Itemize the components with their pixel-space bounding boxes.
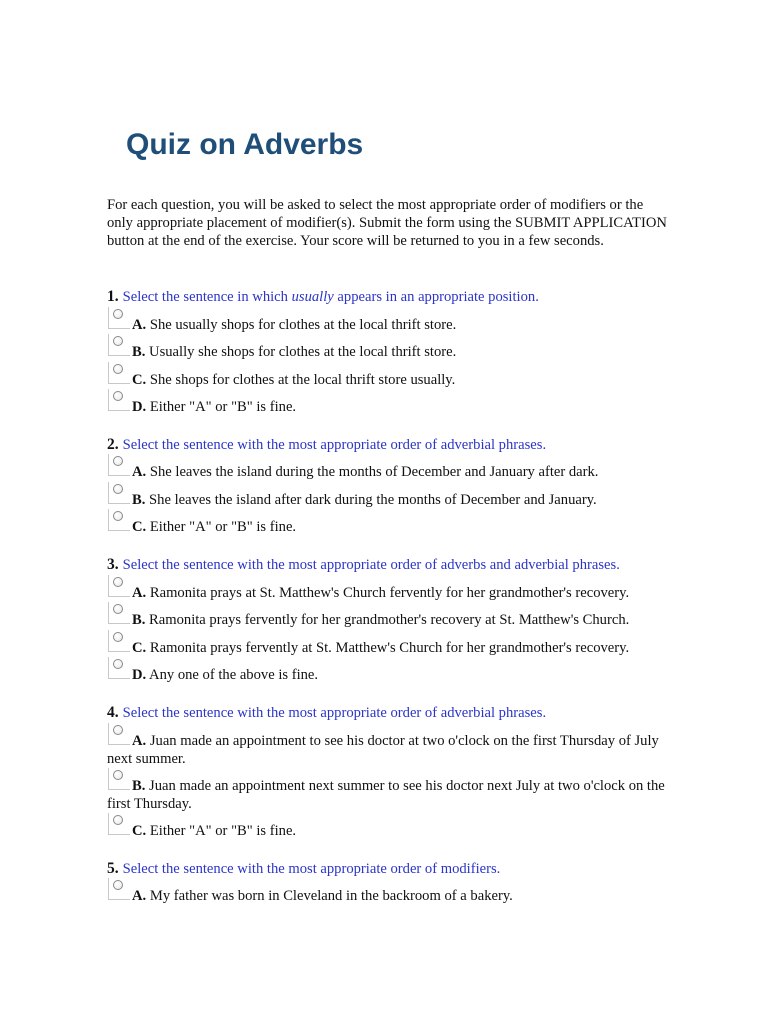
question-prompt-text-end: appears in an appropriate position. (333, 289, 539, 305)
question-2-heading (107, 436, 667, 454)
question-1 (107, 288, 667, 416)
option-1d[interactable] (107, 398, 667, 416)
question-5 (107, 860, 667, 905)
option-letter: B. (132, 778, 146, 794)
option-3b[interactable] (107, 611, 667, 629)
option-text: Usually she shops for clothes at the local thrift store. (145, 344, 457, 360)
radio-button[interactable] (108, 334, 130, 356)
option-letter: C. (132, 823, 147, 839)
radio-button[interactable] (108, 630, 130, 652)
option-text: Any one of the above is fine. (146, 667, 319, 683)
question-4 (107, 704, 667, 840)
option-2a[interactable] (107, 463, 667, 481)
question-prompt-text: Select the sentence in which (122, 289, 292, 305)
radio-button[interactable] (108, 389, 130, 411)
option-text: She leaves the island after dark during the months of December and January. (145, 492, 597, 508)
question-number: 3. (107, 556, 119, 573)
option-2c[interactable] (107, 518, 667, 536)
option-text: Juan made an appointment to see his doctor at two o'clock on the first Thursday of July next summer. (107, 733, 659, 767)
option-text: She shops for clothes at the local thrift store usually. (146, 372, 456, 388)
option-4b[interactable] (107, 777, 667, 813)
question-3 (107, 556, 667, 684)
option-4a[interactable] (107, 732, 667, 768)
option-text: Either "A" or "B" is fine. (146, 823, 297, 839)
option-text: She usually shops for clothes at the local thrift store. (146, 317, 457, 333)
radio-button[interactable] (108, 307, 130, 329)
option-letter: B. (132, 344, 146, 360)
option-text: Ramonita prays fervently at St. Matthew's Church for her grandmother's recovery. (146, 640, 630, 656)
question-number: 1. (107, 288, 119, 305)
radio-button[interactable] (108, 878, 130, 900)
option-letter: A. (132, 464, 147, 480)
option-letter: A. (132, 888, 147, 904)
radio-button[interactable] (108, 657, 130, 679)
option-letter: D. (132, 667, 147, 683)
question-number: 4. (107, 704, 119, 721)
option-text: Juan made an appointment next summer to see his doctor next July at two o'clock on the first Thursday. (107, 778, 665, 812)
option-letter: C. (132, 640, 147, 656)
option-3d[interactable] (107, 666, 667, 684)
instructions-paragraph: For each question, you will be asked to select the most appropriate order of modifiers or the only appropriate placement of modifier(s). Submit the form using the SUBMIT APPLICATION button at the end of the exercise. Your score will be returned to you in a few seconds. (107, 197, 667, 249)
question-prompt: Select the sentence with the most appropriate order of adverbial phrases. (122, 437, 547, 453)
question-2 (107, 436, 667, 536)
radio-button[interactable] (108, 362, 130, 384)
radio-button[interactable] (108, 509, 130, 531)
radio-button[interactable] (108, 454, 130, 476)
option-3c[interactable] (107, 639, 667, 657)
option-text: Either "A" or "B" is fine. (146, 399, 297, 415)
option-1a[interactable] (107, 316, 667, 334)
question-number: 2. (107, 436, 119, 453)
option-letter: D. (132, 399, 147, 415)
radio-button[interactable] (108, 482, 130, 504)
option-1c[interactable] (107, 371, 667, 389)
radio-button[interactable] (108, 575, 130, 597)
option-letter: A. (132, 317, 147, 333)
question-5-heading (107, 860, 667, 878)
radio-button[interactable] (108, 813, 130, 835)
question-number: 5. (107, 860, 119, 877)
option-text: Either "A" or "B" is fine. (146, 519, 297, 535)
option-5a[interactable] (107, 887, 667, 905)
page-title: Quiz on Adverbs (126, 128, 364, 161)
option-4c[interactable] (107, 822, 667, 840)
option-text: Ramonita prays fervently for her grandmother's recovery at St. Matthew's Church. (145, 612, 630, 628)
question-prompt: Select the sentence with the most appropriate order of adverbs and adverbial phrases. (122, 557, 620, 573)
option-text: My father was born in Cleveland in the backroom of a bakery. (146, 888, 513, 904)
question-4-heading (107, 704, 667, 722)
option-letter: A. (132, 733, 147, 749)
question-3-heading (107, 556, 667, 574)
option-1b[interactable] (107, 343, 667, 361)
option-3a[interactable] (107, 584, 667, 602)
option-2b[interactable] (107, 491, 667, 509)
question-prompt (123, 289, 539, 305)
option-letter: A. (132, 585, 147, 601)
option-text: Ramonita prays at St. Matthew's Church fervently for her grandmother's recovery. (146, 585, 630, 601)
option-letter: B. (132, 492, 146, 508)
question-prompt: Select the sentence with the most appropriate order of adverbial phrases. (122, 705, 547, 721)
option-letter: C. (132, 519, 147, 535)
radio-button[interactable] (108, 602, 130, 624)
radio-button[interactable] (108, 768, 130, 790)
question-1-heading (107, 288, 667, 306)
option-text: She leaves the island during the months of December and January after dark. (146, 464, 599, 480)
option-letter: B. (132, 612, 146, 628)
option-letter: C. (132, 372, 147, 388)
radio-button[interactable] (108, 723, 130, 745)
question-prompt: Select the sentence with the most appropriate order of modifiers. (122, 861, 501, 877)
question-prompt-emphasis: usually (291, 289, 334, 305)
